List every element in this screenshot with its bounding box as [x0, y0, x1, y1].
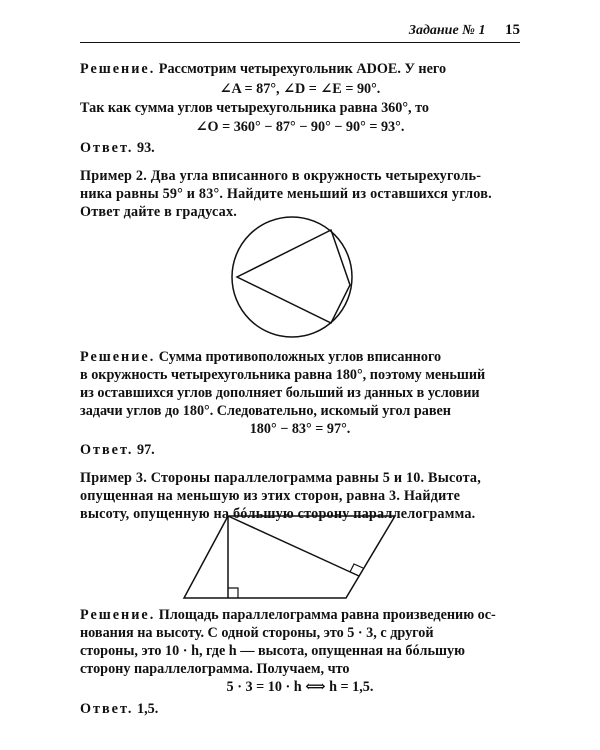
example3-line-3: высоту, опущенную на бóльшую сторону параллелограмма.: [80, 506, 476, 522]
answer-label: Ответ.: [80, 442, 134, 458]
example3-line-2: опущенная на меньшую из этих сторон, равна 3. Найдите: [80, 488, 461, 504]
solution1-label: Решение.: [80, 61, 156, 77]
solution1-answer: [80, 139, 520, 157]
parallelogram: [184, 516, 395, 598]
example2-line-1: Пример 2. Два угла вписанного в окружность четырехуголь-: [80, 168, 482, 184]
solution1-eq2: ∠O = 360° − 87° − 90° − 90° = 93°.: [195, 119, 405, 135]
solution2-eq: 180° − 83° = 97°.: [249, 421, 351, 437]
task-title: Задание № 1: [408, 23, 486, 38]
right-angle-mark: [228, 588, 238, 598]
solution1-eq1: ∠A = 87°, ∠D = ∠E = 90°.: [219, 81, 381, 97]
solution3-label: Решение.: [80, 607, 156, 623]
solution3-line-1: Решение. Площадь параллелограмма равна произведению ос-: [80, 607, 496, 623]
answer-value: 97.: [133, 442, 155, 458]
solution1-intro: [80, 60, 520, 78]
solution3-line-2: нования на высоту. С одной стороны, это 5 · 3, с другой: [80, 625, 434, 641]
example3-label: Пример 3.: [80, 470, 147, 486]
circle: [232, 217, 352, 337]
answer-label: Ответ.: [80, 140, 134, 156]
example2-line-3: Ответ дайте в градусах.: [80, 204, 238, 220]
solution3-line-4: сторону параллелограмма. Получаем, что: [80, 661, 350, 677]
answer-value: 1,5.: [133, 701, 159, 717]
page-number: 15: [505, 22, 520, 38]
page-header: [80, 22, 520, 43]
example2-label: Пример 2.: [80, 168, 147, 184]
solution2-line-4: задачи углов до 180°. Следовательно, искомый угол равен: [80, 403, 451, 419]
solution2-answer: [80, 441, 520, 459]
answer-label: Ответ.: [80, 701, 134, 717]
solution3-answer: [80, 700, 520, 718]
solution2-line-3: из оставшихся углов дополняет больший из данных в условии: [80, 385, 480, 401]
parallelogram-figure: [180, 508, 405, 604]
right-angle-mark: [350, 564, 363, 572]
solution3-line-3: стороны, это 10 · h, где h — высота, опущенная на бóльшую: [80, 643, 465, 659]
inscribed-quadrilateral-figure: [228, 215, 363, 350]
solution2-line-2: в окружность четырехугольника равна 180°, поэтому меньший: [80, 367, 486, 383]
solution1-text: Рассмотрим четырехугольник ADOE. У него: [155, 61, 447, 77]
example2-line-2: ника равны 59° и 83°. Найдите меньший из оставшихся углов.: [80, 186, 492, 202]
quadrilateral: [237, 230, 350, 323]
height-to-longer-side: [228, 516, 359, 576]
answer-value: 93.: [133, 140, 155, 156]
example3-line-1: Пример 3. Стороны параллелограмма равны 5 и 10. Высота,: [80, 470, 481, 486]
solution2-label: Решение.: [80, 349, 156, 365]
solution2-line-1: Решение. Сумма противоположных углов вписанного: [80, 349, 442, 365]
solution3-eq: 5 · 3 = 10 · h ⟺ h = 1,5.: [226, 679, 374, 695]
solution1-text2: Так как сумма углов четырехугольника равна 360°, то: [80, 100, 429, 116]
